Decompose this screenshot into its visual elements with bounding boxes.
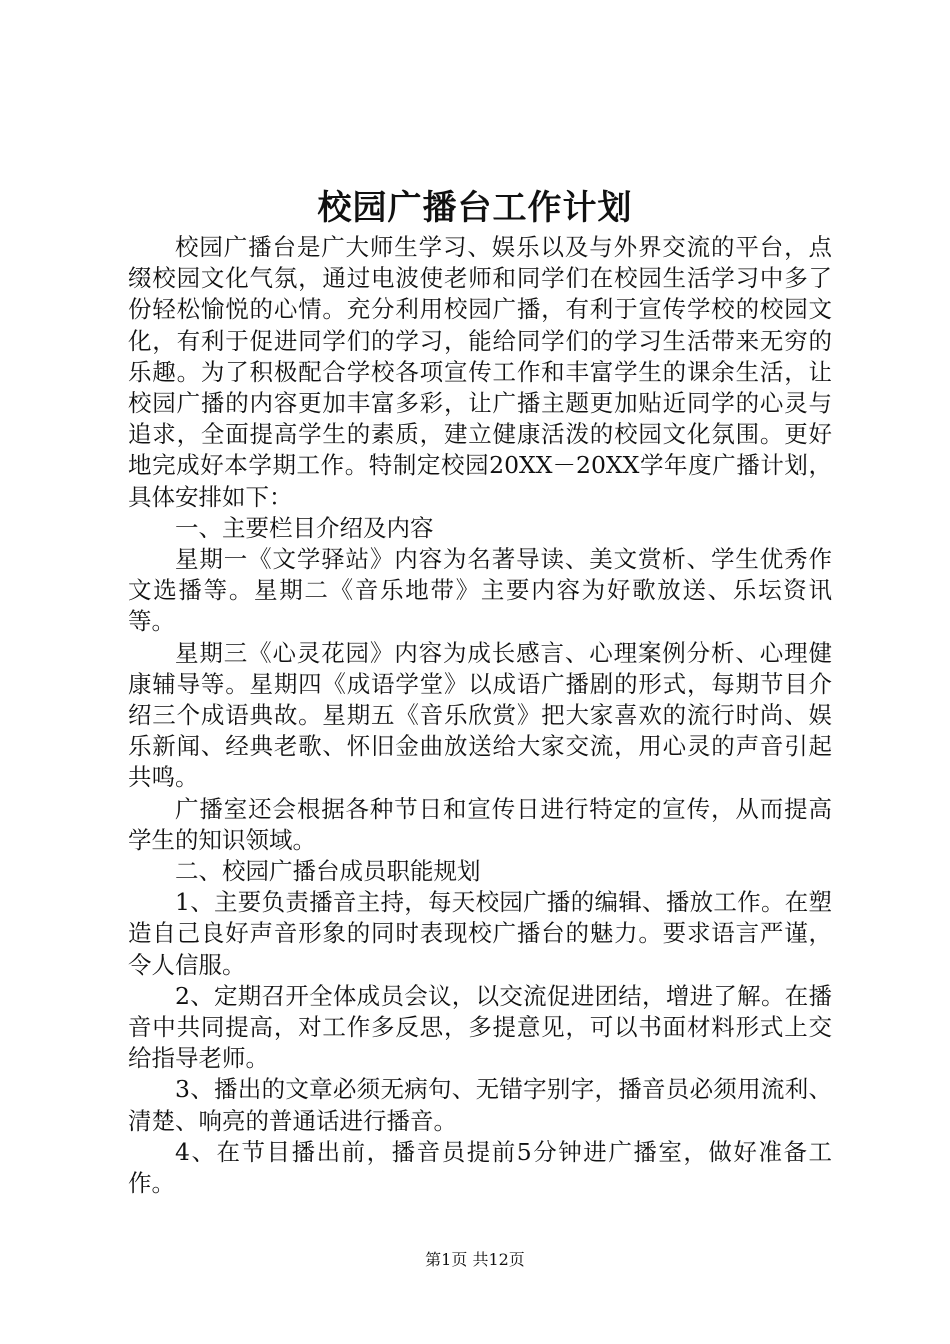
paragraph-mon-tue: 星期一《文学驿站》内容为名著导读、美文赏析、学生优秀作文选播等。星期二《音乐地带》主要内容为好歌放送、乐坛资讯等。 [128,545,832,636]
paragraph-wed-fri: 星期三《心灵花园》内容为成长感言、心理案例分析、心理健康辅导等。星期四《成语学堂》以成语广播剧的形式，每期节目介绍三个成语典故。星期五《音乐欣赏》把大家喜欢的流行时尚、娱乐新闻、经典老歌、怀旧金曲放送给大家交流，用心灵的声音引起共鸣。 [128,638,832,792]
document-body [128,232,832,1199]
section-heading-1: 一、主要栏目介绍及内容 [175,513,434,542]
list-item-2: 2、定期召开全体成员会议，以交流促进团结，增进了解。在播音中共同提高，对工作多反思，多提意见，可以书面材料形式上交给指导老师。 [128,981,832,1073]
page-footer: 第1页 共12页 [425,1250,525,1269]
list-item-4: 4、在节目播出前，播音员提前5分钟进广播室，做好准备工作。 [128,1137,832,1198]
section-heading-2: 二、校园广播台成员职能规划 [175,857,481,886]
document-title: 校园广播台工作计划 [317,188,633,228]
paragraph-special: 广播室还会根据各种节日和宣传日进行特定的宣传，从而提高学生的知识领域。 [128,794,832,854]
paragraph-intro: 校园广播台是广大师生学习、娱乐以及与外界交流的平台，点缀校园文化气氛，通过电波使老师和同学们在校园生活学习中多了份轻松愉悦的心情。充分利用校园广播，有利于宣传学校的校园文化，有利于促进同学们的学习，能给同学们的学习生活带来无穷的乐趣。为了积极配合学校各项宣传工作和丰富学生的课余生活，让校园广播的内容更加丰富多彩，让广播主题更加贴近同学的心灵与追求，全面提高学生的素质，建立健康活泼的校园文化氛围。更好地完成好本学期工作。特制定校园20XX－20XX学年度广播计划，具体安排如下： [128,233,832,511]
list-item-1: 1、主要负责播音主持，每天校园广播的编辑、播放工作。在塑造自己良好声音形象的同时表现校广播台的魅力。要求语言严谨，令人信服。 [128,888,832,979]
list-item-3: 3、播出的文章必须无病句、无错字别字，播音员必须用流利、清楚、响亮的普通话进行播音。 [128,1075,832,1135]
